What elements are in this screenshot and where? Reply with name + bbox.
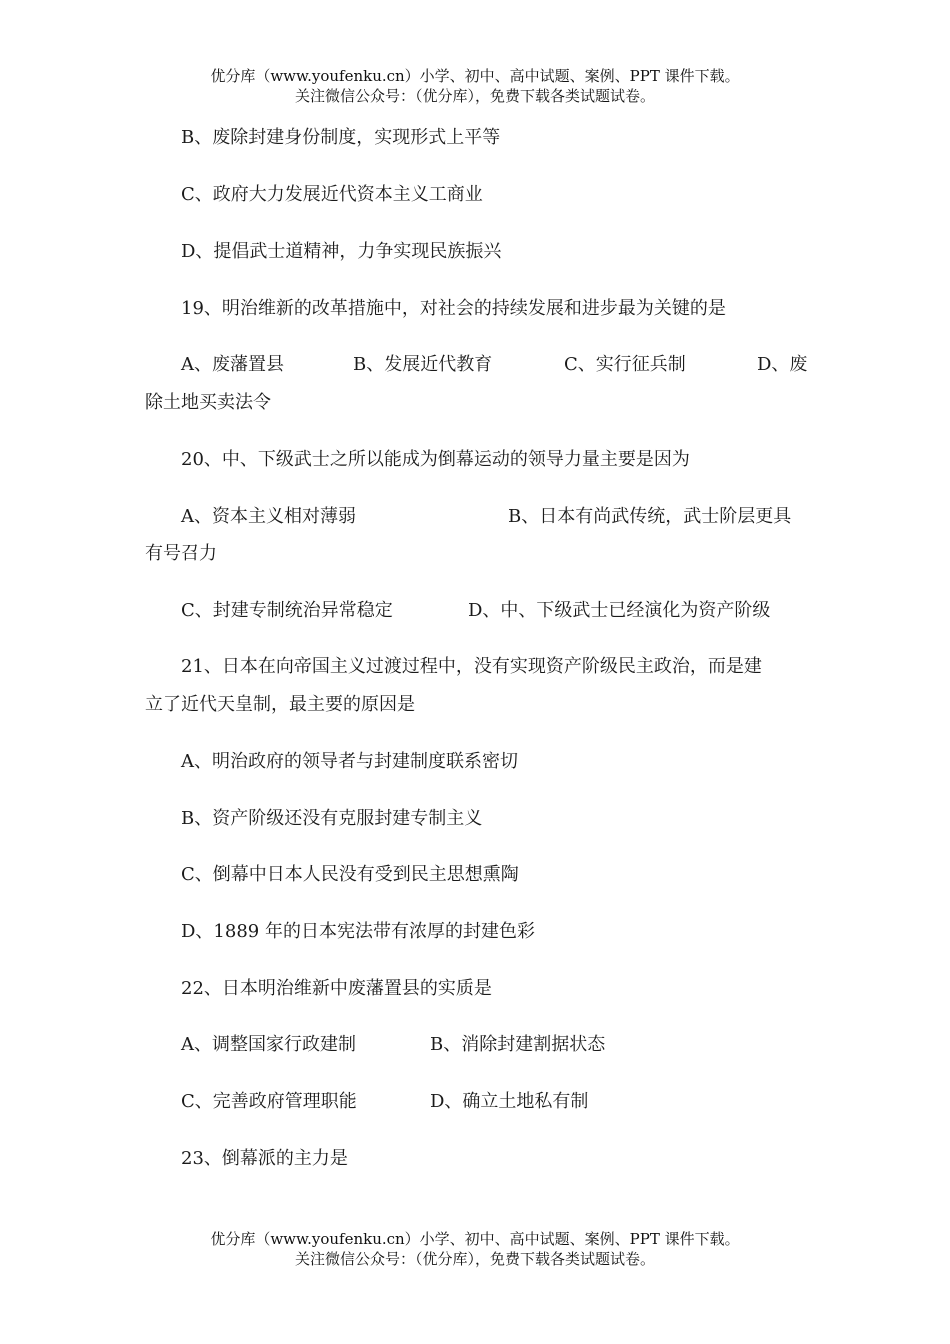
q19-option-d: D、废 <box>757 354 808 375</box>
q22-option-c: C、完善政府管理职能 <box>181 1091 357 1112</box>
q18-option-c-text: C、政府大力发展近代资本主义工商业 <box>181 184 483 205</box>
q22-stem-text: 22、日本明治维新中废藩置县的实质是 <box>181 978 492 999</box>
q18-option-b-text: B、废除封建身份制度，实现形式上平等 <box>181 127 501 148</box>
q21-option-b-text: B、资产阶级还没有克服封建专制主义 <box>181 808 483 829</box>
q23-stem-text: 23、倒幕派的主力是 <box>181 1148 348 1169</box>
q21-option-c-text: C、倒幕中日本人民没有受到民主思想熏陶 <box>181 864 519 885</box>
header-line-2: 关注微信公众号：（优分库），免费下载各类试题试卷。 <box>294 87 655 105</box>
q20-option-c: C、封建专制统治异常稳定 <box>181 600 393 621</box>
q21-stem-text-continued: 立了近代天皇制，最主要的原因是 <box>145 694 415 715</box>
q21-option-d-text: D、1889 年的日本宪法带有浓厚的封建色彩 <box>181 921 535 942</box>
q18-option-d-text: D、提倡武士道精神，力争实现民族振兴 <box>181 241 502 262</box>
footer-line-1: 优分库（www.youfenku.cn）小学、初中、高中试题、案例、PPT 课件下载。 <box>210 1230 740 1248</box>
q20-stem-text: 20、中、下级武士之所以能成为倒幕运动的领导力量主要是因为 <box>181 449 690 470</box>
q19-option-d-continued: 除土地买卖法令 <box>145 392 271 413</box>
q22-option-d: D、确立土地私有制 <box>430 1091 589 1112</box>
q21-option-a-text: A、明治政府的领导者与封建制度联系密切 <box>181 751 518 772</box>
q19-option-a: A、废藩置县 <box>181 354 284 375</box>
q19-option-b: B、发展近代教育 <box>353 354 493 375</box>
q20-option-b-continued: 有号召力 <box>145 543 217 564</box>
q20-option-d: D、中、下级武士已经演化为资产阶级 <box>468 600 771 621</box>
header-line-1: 优分库（www.youfenku.cn）小学、初中、高中试题、案例、PPT 课件下载。 <box>210 67 740 85</box>
q20-option-b: B、日本有尚武传统，武士阶层更具 <box>508 506 792 527</box>
footer-line-2: 关注微信公众号：（优分库），免费下载各类试题试卷。 <box>294 1250 655 1268</box>
q22-option-a: A、调整国家行政建制 <box>181 1034 356 1055</box>
q22-option-b: B、消除封建割据状态 <box>430 1034 606 1055</box>
q20-option-a: A、资本主义相对薄弱 <box>181 506 356 527</box>
q19-option-c: C、实行征兵制 <box>564 354 686 375</box>
q19-stem-text: 19、明治维新的改革措施中，对社会的持续发展和进步最为关键的是 <box>181 298 726 319</box>
q21-stem-text: 21、日本在向帝国主义过渡过程中，没有实现资产阶级民主政治，而是建 <box>181 656 762 677</box>
